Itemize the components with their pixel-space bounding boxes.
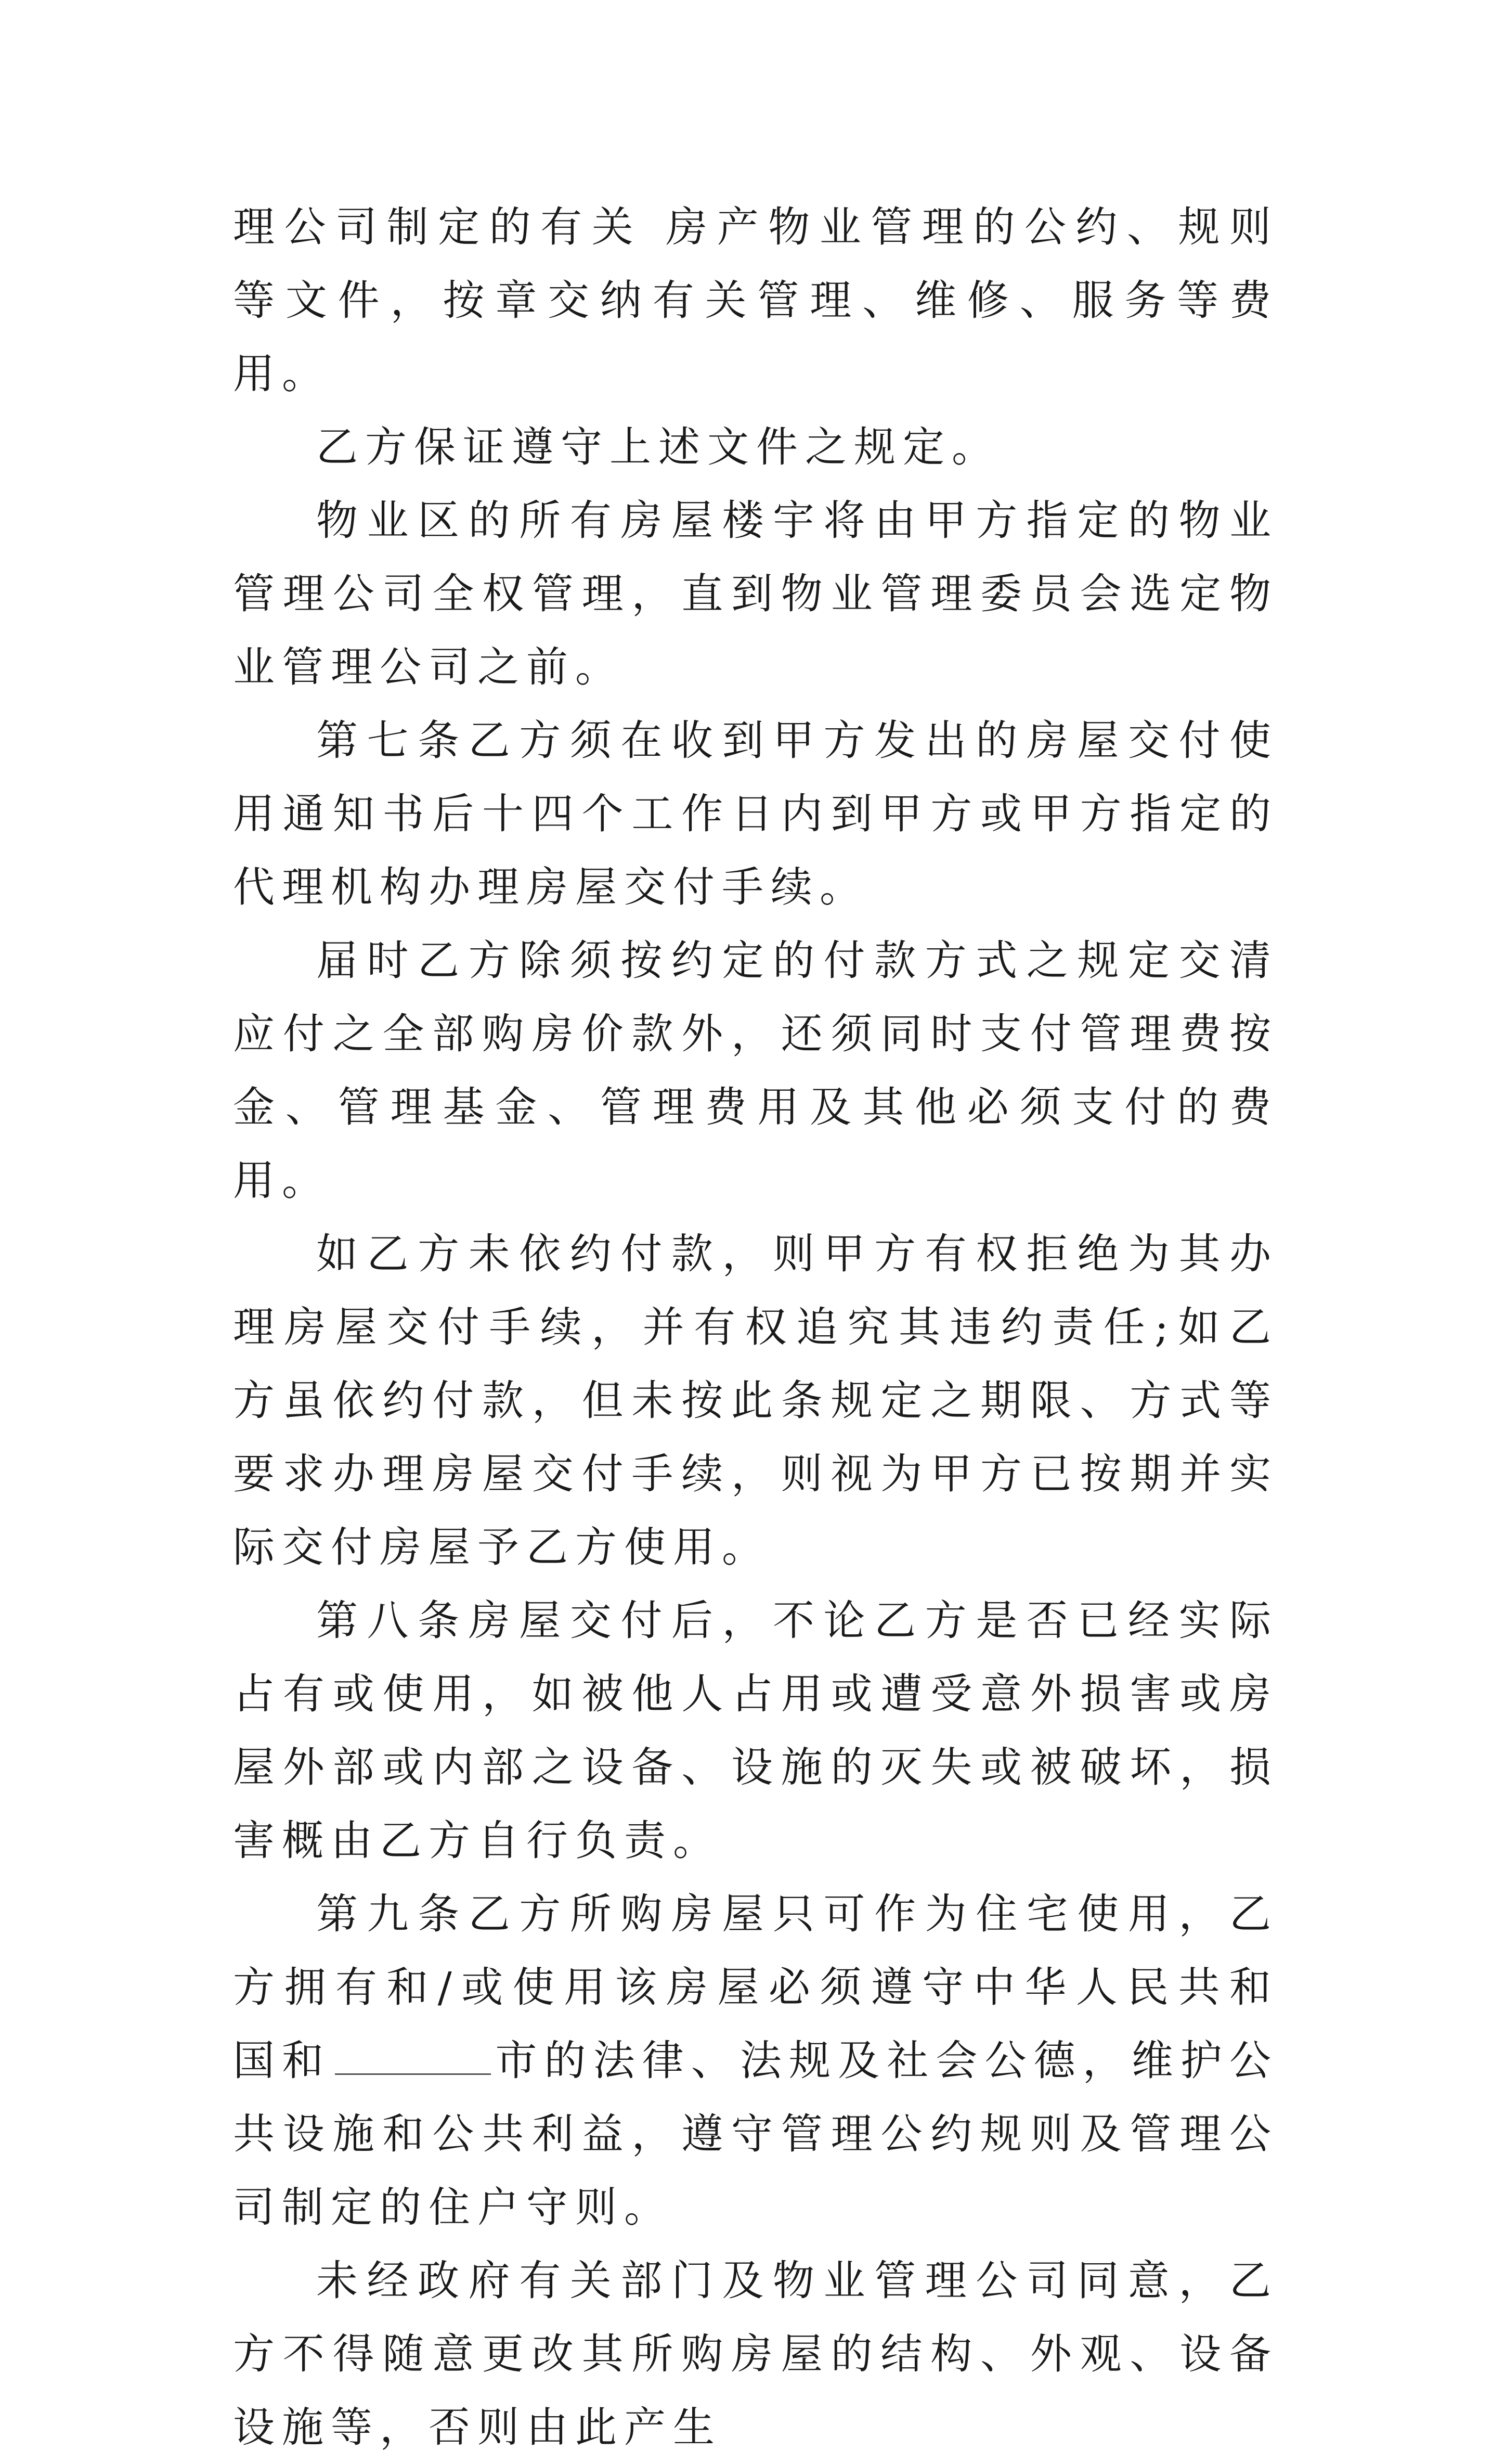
paragraph-2: 乙方保证遵守上述文件之规定。 — [316, 423, 1001, 471]
paragraph-3: 物业区的所有房屋楼宇将由甲方指定的物业管理公司全权管理，直到物业管理委员会选定物业管理公司之前。 — [233, 496, 1278, 691]
paragraph-article-9-after: 市的法律、法规及社会公德，维护公共设施和公共利益，遵守管理公约规则及管理公司制定的住户守则。 — [233, 2036, 1279, 2231]
document-body — [233, 190, 1278, 2464]
city-blank-field — [335, 2037, 491, 2075]
paragraph-9: 未经政府有关部门及物业管理公司同意，乙方不得随意更改其所购房屋的结构、外观、设备设施等，否则由此产生 — [233, 2256, 1278, 2452]
paragraph-5: 届时乙方除须按约定的付款方式之规定交清应付之全部购房价款外，还须同时支付管理费按金、管理基金、管理费用及其他必须支付的费用。 — [233, 936, 1278, 1205]
paragraph-article-9 — [233, 1877, 1278, 2244]
paragraph-article-7: 第七条乙方须在收到甲方发出的房屋交付使用通知书后十四个工作日内到甲方或甲方指定的代理机构办理房屋交付手续。 — [233, 716, 1278, 911]
paragraph-article-9-before: 第九条乙方所购房屋只可作为住宅使用，乙方拥有和/或使用该房屋必须遵守中华人民共和国和 — [233, 1890, 1278, 2085]
paragraph-1: 理公司制定的有关 房产物业管理的公约、规则等文件，按章交纳有关管理、维修、服务等费用。 — [233, 203, 1278, 398]
paragraph-article-8: 第八条房屋交付后，不论乙方是否已经实际占有或使用，如被他人占用或遭受意外损害或房屋外部或内部之设备、设施的灭失或被破坏，损害概由乙方自行负责。 — [233, 1596, 1278, 1865]
paragraph-6: 如乙方未依约付款，则甲方有权拒绝为其办理房屋交付手续，并有权追究其违约责任;如乙方虽依约付款，但未按此条规定之期限、方式等要求办理房屋交付手续，则视为甲方已按期并实际交付房屋予乙方使用。 — [233, 1230, 1278, 1571]
